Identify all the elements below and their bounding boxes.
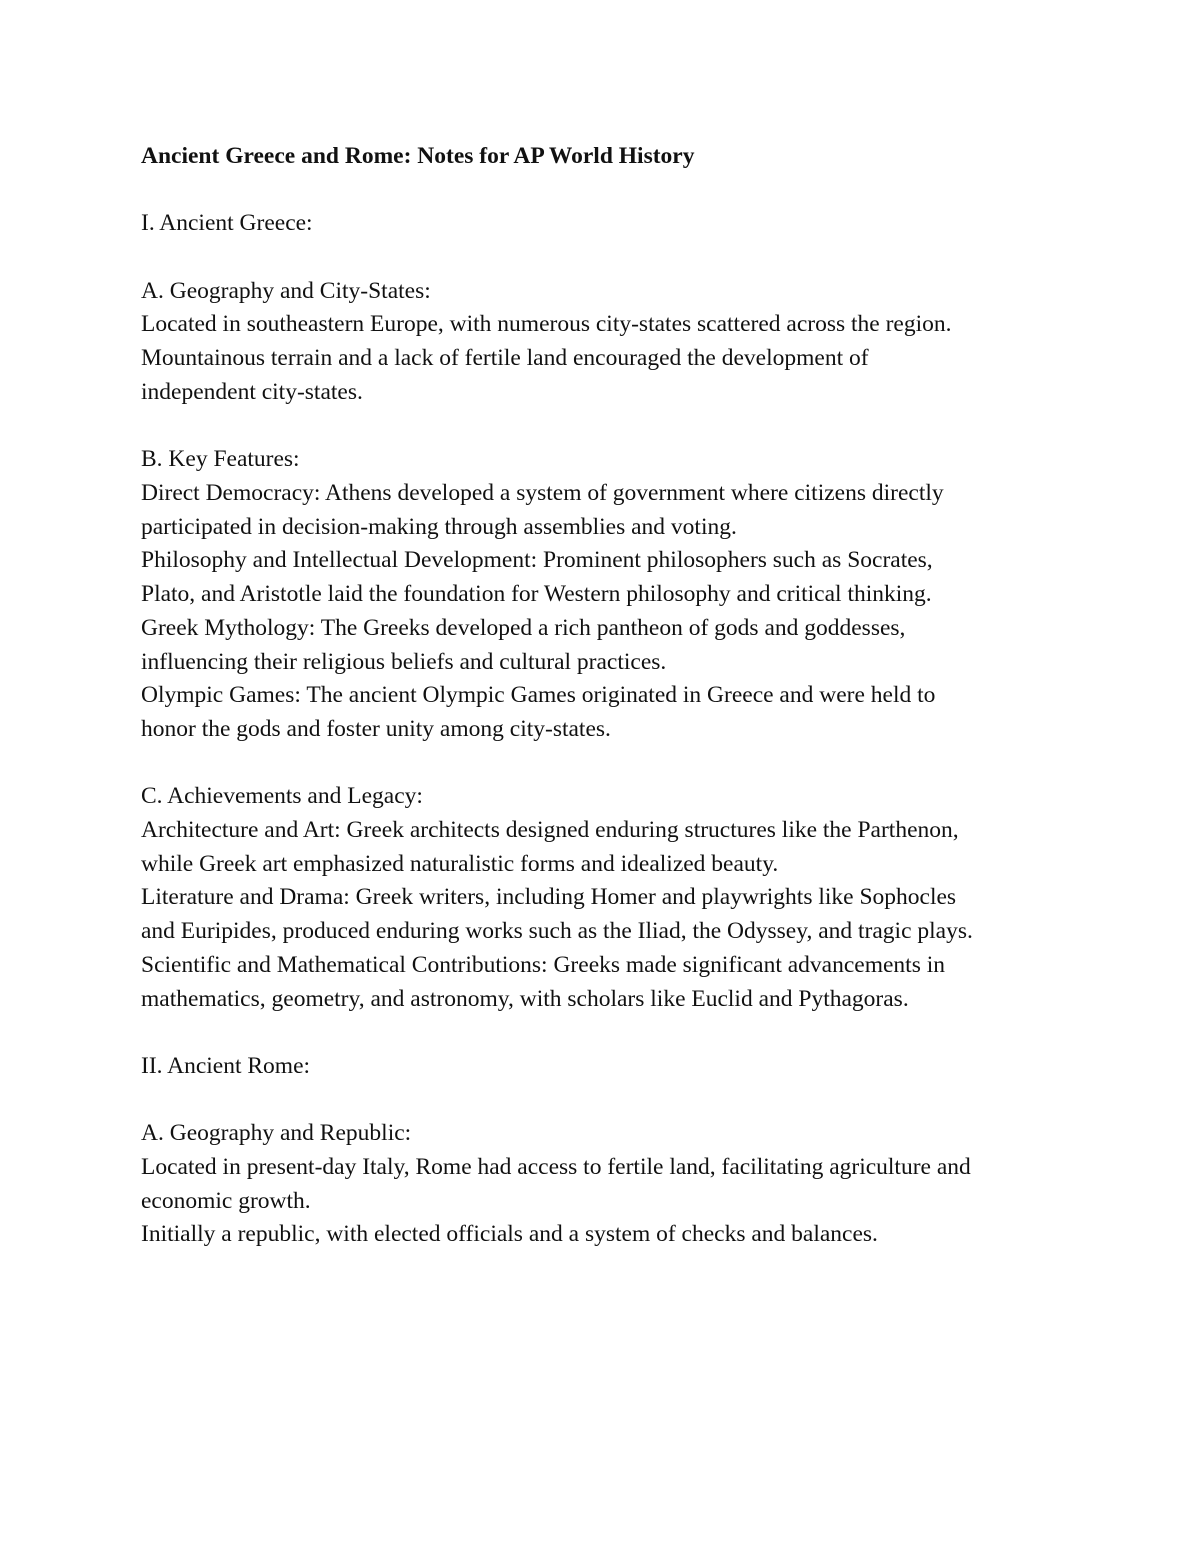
subsection-heading-key-features: B. Key Features: [141, 446, 300, 473]
body-line: and Euripides, produced enduring works such as the Iliad, the Odyssey, and tragic plays. [141, 918, 973, 945]
body-line: Plato, and Aristotle laid the foundation for Western philosophy and critical thinking. [141, 581, 932, 608]
section-heading-rome: II. Ancient Rome: [141, 1052, 311, 1079]
body-line: Literature and Drama: Greek writers, including Homer and playwrights like Sophocles [141, 884, 957, 911]
body-line: Greek Mythology: The Greeks developed a rich pantheon of gods and goddesses, [141, 614, 906, 641]
spacer [141, 747, 1060, 781]
subsection-heading-geography-city-states: A. Geography and City-States: [141, 277, 431, 304]
body-line: mathematics, geometry, and astronomy, with scholars like Euclid and Pythagoras. [141, 985, 909, 1012]
subsection-heading-achievements-legacy: C. Achievements and Legacy: [141, 783, 423, 810]
spacer [141, 410, 1060, 444]
document-title: Ancient Greece and Rome: Notes for AP World History [141, 143, 695, 169]
body-line: honor the gods and foster unity among city-states. [141, 715, 611, 742]
spacer [141, 1016, 1060, 1050]
spacer [141, 174, 1060, 208]
body-line: Direct Democracy: Athens developed a system of government where citizens directly [141, 479, 944, 506]
body-line: Scientific and Mathematical Contributions: Greeks made significant advancements in [141, 951, 945, 978]
body-line: independent city-states. [141, 378, 363, 405]
subsection-heading-geography-republic: A. Geography and Republic: [141, 1120, 412, 1147]
body-line: Located in present-day Italy, Rome had access to fertile land, facilitating agriculture and [141, 1154, 971, 1180]
body-line: influencing their religious beliefs and cultural practices. [141, 648, 667, 675]
body-line: Initially a republic, with elected officials and a system of checks and balances. [141, 1221, 878, 1248]
body-line: Mountainous terrain and a lack of fertile land encouraged the development of [141, 345, 869, 372]
spacer [141, 241, 1060, 275]
body-line: Olympic Games: The ancient Olympic Games originated in Greece and were held to [141, 682, 936, 709]
body-line: Architecture and Art: Greek architects designed enduring structures like the Parthenon, [141, 817, 959, 843]
body-line: Philosophy and Intellectual Development: Prominent philosophers such as Socrates, [141, 547, 933, 574]
body-line: economic growth. [141, 1187, 311, 1214]
section-heading-greece: I. Ancient Greece: [141, 210, 313, 237]
spacer [141, 1084, 1060, 1118]
body-line: Located in southeastern Europe, with numerous city-states scattered across the region. [141, 311, 952, 338]
body-line: participated in decision-making through assemblies and voting. [141, 513, 737, 540]
body-line: while Greek art emphasized naturalistic forms and idealized beauty. [141, 850, 779, 877]
